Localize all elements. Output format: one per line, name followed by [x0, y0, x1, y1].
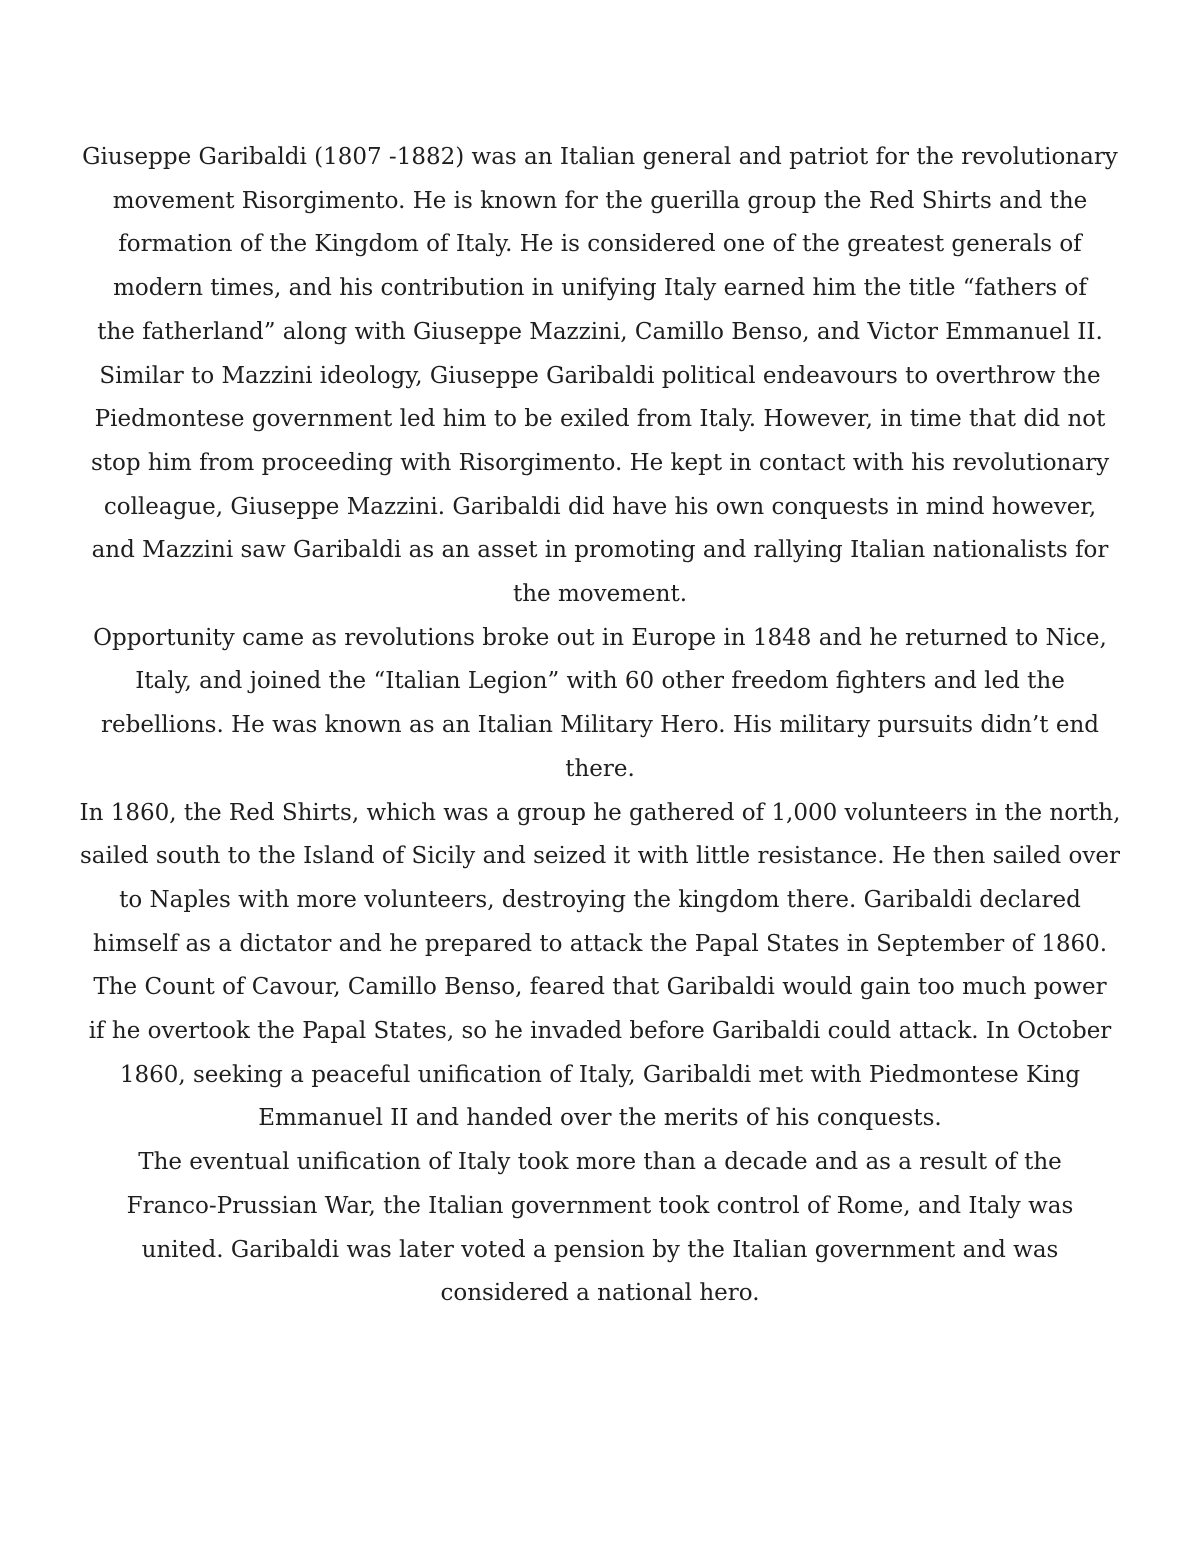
text-line: Piedmontese government led him to be exiled from Italy. However, in time that did not: [94, 406, 1106, 433]
text-line: The Count of Cavour, Camillo Benso, feared that Garibaldi would gain too much power: [93, 974, 1107, 1001]
text-line: sailed south to the Island of Sicily and seized it with little resistance. He then sailed over: [80, 843, 1120, 870]
text-line: the movement.: [512, 581, 688, 608]
paragraph-1860: [60, 792, 1140, 1142]
text-line: movement Risorgimento. He is known for the guerilla group the Red Shirts and the: [112, 187, 1088, 214]
text-line: colleague, Giuseppe Mazzini. Garibaldi did have his own conquests in mind however,: [103, 493, 1097, 520]
text-line: there.: [565, 755, 635, 782]
document-body: [60, 136, 1140, 1316]
text-line: modern times, and his contribution in unifying Italy earned him the title “fathers of: [113, 275, 1087, 302]
text-line: rebellions. He was known as an Italian Military Hero. His military pursuits didn’t end: [101, 712, 1099, 739]
text-line: Opportunity came as revolutions broke out in Europe in 1848 and he returned to Nice,: [93, 624, 1107, 651]
text-line: Giuseppe Garibaldi (1807 -1882) was an Italian general and patriot for the revolutionary: [82, 144, 1118, 170]
text-line: Italy, and joined the “Italian Legion” with 60 other freedom fighters and led the: [135, 668, 1065, 695]
text-line: Similar to Mazzini ideology, Giuseppe Garibaldi political endeavours to overthrow the: [99, 362, 1101, 389]
paragraph-unification: [60, 1141, 1140, 1316]
text-line: if he overtook the Papal States, so he invaded before Garibaldi could attack. In October: [88, 1018, 1112, 1045]
text-line: Emmanuel II and handed over the merits of his conquests.: [258, 1105, 942, 1132]
text-line: the fatherland” along with Giuseppe Mazzini, Camillo Benso, and Victor Emmanuel II.: [97, 318, 1103, 345]
text-line: The eventual unification of Italy took more than a decade and as a result of the: [138, 1149, 1062, 1176]
text-line: united. Garibaldi was later voted a pension by the Italian government and was: [141, 1236, 1059, 1263]
text-line: and Mazzini saw Garibaldi as an asset in promoting and rallying Italian nationalists for: [91, 537, 1109, 564]
text-line: to Naples with more volunteers, destroying the kingdom there. Garibaldi declared: [119, 886, 1081, 913]
text-line: stop him from proceeding with Risorgimento. He kept in contact with his revolutionary: [90, 449, 1110, 476]
text-line: himself as a dictator and he prepared to attack the Papal States in September of 1860.: [92, 930, 1108, 957]
paragraph-1848: [60, 617, 1140, 792]
text-line: In 1860, the Red Shirts, which was a group he gathered of 1,000 volunteers in the north,: [79, 799, 1121, 826]
text-line: considered a national hero.: [440, 1280, 760, 1307]
paragraph-intro: [60, 136, 1140, 617]
text-line: 1860, seeking a peaceful unification of Italy, Garibaldi met with Piedmontese King: [119, 1061, 1081, 1088]
text-line: Franco-Prussian War, the Italian government took control of Rome, and Italy was: [126, 1192, 1074, 1219]
text-line: formation of the Kingdom of Italy. He is considered one of the greatest generals of: [118, 231, 1082, 258]
